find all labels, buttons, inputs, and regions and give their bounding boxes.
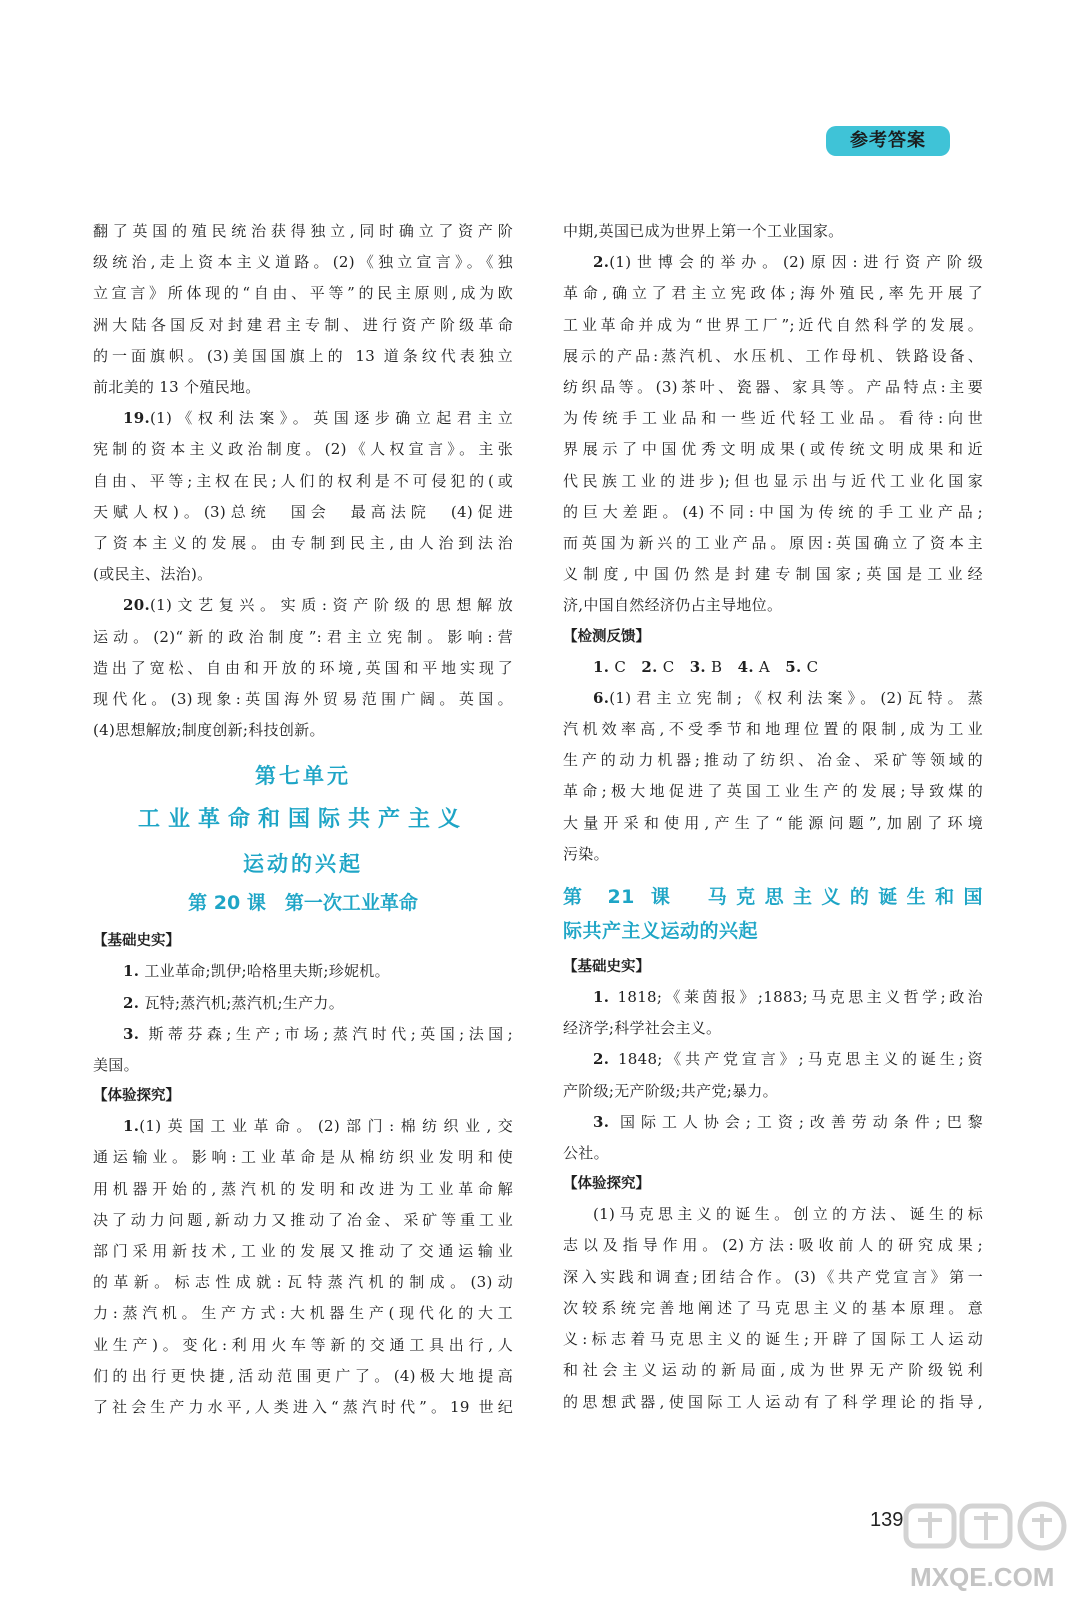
text-line: 立宣言》所体现的“自由、平等”的民主原则,成为欧 xyxy=(93,284,513,303)
q20-answer xyxy=(93,590,513,746)
text-line: 而英国为新兴的工业产品。原因:英国确立了资本主 xyxy=(563,534,983,553)
question-number: 3. xyxy=(123,1024,140,1043)
text-line: 用机器开始的,蒸汽机的发明和改进为工业革命解 xyxy=(93,1179,513,1198)
text-line: 大量开采和使用,产生了“能源问题”,加剧了环境 xyxy=(563,813,983,832)
text-line: 革命;极大地促进了英国工业生产的发展;导致煤的 xyxy=(563,782,983,801)
text-line: 了社会生产力水平,人类进入“蒸汽时代”。19 世纪 xyxy=(93,1398,513,1417)
text-line: 部门采用新技术,工业的发展又推动了交通运输业 xyxy=(93,1242,513,1261)
text-line: 翻了英国的殖民统治获得独立,同时确立了资产阶 xyxy=(93,222,513,240)
section-heading-basic: 【基础史实】 xyxy=(93,933,180,950)
text-line: 志以及指导作用。(2)方法:吸收前人的研究成果; xyxy=(563,1236,983,1255)
text-line: 洲大陆各国反对封建君主专制、进行资产阶级革命 xyxy=(93,315,513,334)
text-line: 污染。 xyxy=(563,844,609,863)
text-line: 力:蒸汽机。生产方式:大机器生产(现代化的大工 xyxy=(93,1304,513,1323)
text-line: 现代化。(3)现象:英国海外贸易范围广阔。英国。 xyxy=(93,690,513,709)
text-line: (或民主、法治)。 xyxy=(93,565,213,584)
text-line: 业生产)。变化:利用火车等新的交通工具出行,人 xyxy=(93,1335,513,1354)
text-line: 20.(1)文艺复兴。实质:资产阶级的思想解放 xyxy=(123,596,513,615)
text-line: 天赋人权)。(3)总统 国会 最高法院 (4)促进 xyxy=(93,502,513,521)
text-line: 通运输业。影响:工业革命是从棉纺织业发明和使 xyxy=(93,1148,513,1167)
text-line: 美国。 xyxy=(93,1056,139,1075)
question-number: 2. xyxy=(123,993,140,1012)
q6-answer xyxy=(563,683,983,870)
text-line: 革命,确立了君主立宪政体;海外殖民,率先开展了 xyxy=(563,284,983,303)
text-line: 了资本主义的发展。由专制到民主,由人治到法治 xyxy=(93,534,513,553)
section-heading-check: 【检测反馈】 xyxy=(563,628,650,645)
left-column xyxy=(93,216,513,1423)
text-line: 自由、平等;主权在民;人们的权利是不可侵犯的(或 xyxy=(93,471,513,490)
text-line: 生产的动力机器;推动了纺织、冶金、采矿等领域的 xyxy=(563,751,983,770)
section-heading-explore: 【体验探究】 xyxy=(563,1176,650,1193)
lesson-21-title: 第 21 课 马克思主义的诞生和国 xyxy=(563,886,983,909)
right-column xyxy=(563,216,983,1418)
text-line: 公社。 xyxy=(563,1144,609,1163)
question-number: 1. xyxy=(123,962,140,981)
lesson-21-title-cont: 际共产主义运动的兴起 xyxy=(563,920,759,943)
text-line: 2.(1)世博会的举办。(2)原因:进行资产阶级 xyxy=(593,253,983,272)
q18-continued xyxy=(93,216,513,403)
text-line: 和社会主义运动的新局面,成为世界无产阶级锐利 xyxy=(563,1361,983,1380)
text-line: 纺织品等。(3)茶叶、瓷器、家具等。产品特点:主要 xyxy=(563,378,983,397)
unit-subtitle: 工业革命和国际共产主义 xyxy=(137,807,468,833)
text-line: 决了动力问题,新动力又推动了冶金、采矿等重工业 xyxy=(93,1210,513,1229)
question-number: 20. xyxy=(123,596,150,615)
text-line: 中期,英国已成为世界上第一个工业国家。 xyxy=(563,222,844,240)
text-line: 义制度,中国仍然是封建专制国家;英国是工业经 xyxy=(563,565,983,584)
text-line: 3. 国际工人协会;工资;改善劳动条件;巴黎 xyxy=(593,1112,983,1131)
text-line: 2. 1848;《共产党宣言》;马克思主义的诞生;资 xyxy=(593,1050,983,1069)
text-line: 的巨大差距。(4)不同:中国为传统的手工业产品; xyxy=(563,502,983,521)
page-number: 139 xyxy=(870,1509,904,1531)
text-line: 2. 瓦特;蒸汽机;蒸汽机;生产力。 xyxy=(123,993,345,1012)
unit-title: 第七单元 xyxy=(255,764,351,789)
text-line: 的一面旗帜。(3)美国国旗上的 13 道条纹代表独立 xyxy=(93,346,513,365)
text-line: 1. 工业革命;凯伊;哈格里夫斯;珍妮机。 xyxy=(123,962,390,981)
text-line: 造出了宽松、自由和开放的环境,英国和平地实现了 xyxy=(93,658,513,677)
text-line: (4)思想解放;制度创新;科技创新。 xyxy=(93,721,325,740)
text-line: 汽机效率高,不受季节和地理位置的限制,成为工业 xyxy=(563,720,983,739)
text-line: 次较系统完善地阐述了马克思主义的基本原理。意 xyxy=(563,1298,983,1317)
text-line: 的思想武器,使国际工人运动有了科学理论的指导, xyxy=(563,1392,983,1411)
multiple-choice-answers: 1. C 2. C 3. B 4. A 5. C xyxy=(593,657,819,676)
text-line: 们的出行更快捷,活动范围更广了。(4)极大地提高 xyxy=(93,1366,513,1385)
text-line: 产阶级;无产阶级;共产党;暴力。 xyxy=(563,1081,778,1100)
text-line: 界展示了中国优秀文明成果(或传统文明成果和近 xyxy=(563,440,983,459)
question-number: 2. xyxy=(593,253,610,272)
answer-key-badge: 参考答案 xyxy=(826,126,950,156)
text-line: 工业革命并成为“世界工厂”;近代自然科学的发展。 xyxy=(563,315,983,334)
question-number: 1. xyxy=(123,1117,140,1136)
explore-1-answer xyxy=(93,1111,513,1423)
text-line: 代民族工业的进步);但也显示出与近代工业化国家 xyxy=(563,471,983,490)
q19-answer xyxy=(93,403,513,590)
text-line: 6.(1)君主立宪制;《权利法案》。(2)瓦特。蒸 xyxy=(593,688,983,707)
watermark-text: MXQE.COM xyxy=(910,1562,1055,1592)
text-line: 的革新。标志性成就:瓦特蒸汽机的制成。(3)动 xyxy=(93,1273,513,1292)
lesson-20-title: 第 20 课 第一次工业革命 xyxy=(188,892,418,915)
q2-answer xyxy=(563,247,983,621)
text-line: 宪制的资本主义政治制度。(2)《人权宣言》。主张 xyxy=(93,440,513,459)
text-line: 经济学;科学社会主义。 xyxy=(563,1019,722,1038)
text-line: 深入实践和调查;团结合作。(3)《共产党宣言》第一 xyxy=(563,1267,983,1286)
question-number: 3. xyxy=(593,1112,610,1131)
section-heading-basic: 【基础史实】 xyxy=(563,959,650,976)
text-line: 展示的产品:蒸汽机、水压机、工作母机、铁路设备、 xyxy=(563,346,983,365)
watermark-logo xyxy=(900,1500,1075,1595)
text-line: 济,中国自然经济仍占主导地位。 xyxy=(563,596,783,615)
text-line: (1)马克思主义的诞生。创立的方法、诞生的标 xyxy=(593,1205,983,1224)
unit-subtitle: 运动的兴起 xyxy=(243,852,363,877)
text-line: 3. 斯蒂芬森;生产;市场;蒸汽时代;英国;法国; xyxy=(123,1024,513,1043)
section-heading-explore: 【体验探究】 xyxy=(93,1088,180,1105)
text-line: 19.(1)《权利法案》。英国逐步确立起君主立 xyxy=(123,409,513,428)
text-line: 为传统手工业品和一些近代轻工业品。看待:向世 xyxy=(563,409,983,428)
text-line: 运动。(2)“新的政治制度”:君主立宪制。影响:营 xyxy=(93,627,513,646)
text-line: 1.(1)英国工业革命。(2)部门:棉纺织业,交 xyxy=(123,1117,513,1136)
text-line: 级统治,走上资本主义道路。(2)《独立宣言》。《独 xyxy=(93,253,513,272)
question-number: 19. xyxy=(123,409,150,428)
text-line: 前北美的 13 个殖民地。 xyxy=(93,378,261,397)
text-line: 义:标志着马克思主义的诞生;开辟了国际工人运动 xyxy=(563,1330,983,1349)
question-number: 1. xyxy=(593,988,610,1007)
question-number: 6. xyxy=(593,688,610,707)
question-number: 2. xyxy=(593,1050,610,1069)
text-line: 1. 1818;《莱茵报》;1883;马克思主义哲学;政治 xyxy=(593,988,983,1007)
explore-answer xyxy=(563,1199,983,1417)
